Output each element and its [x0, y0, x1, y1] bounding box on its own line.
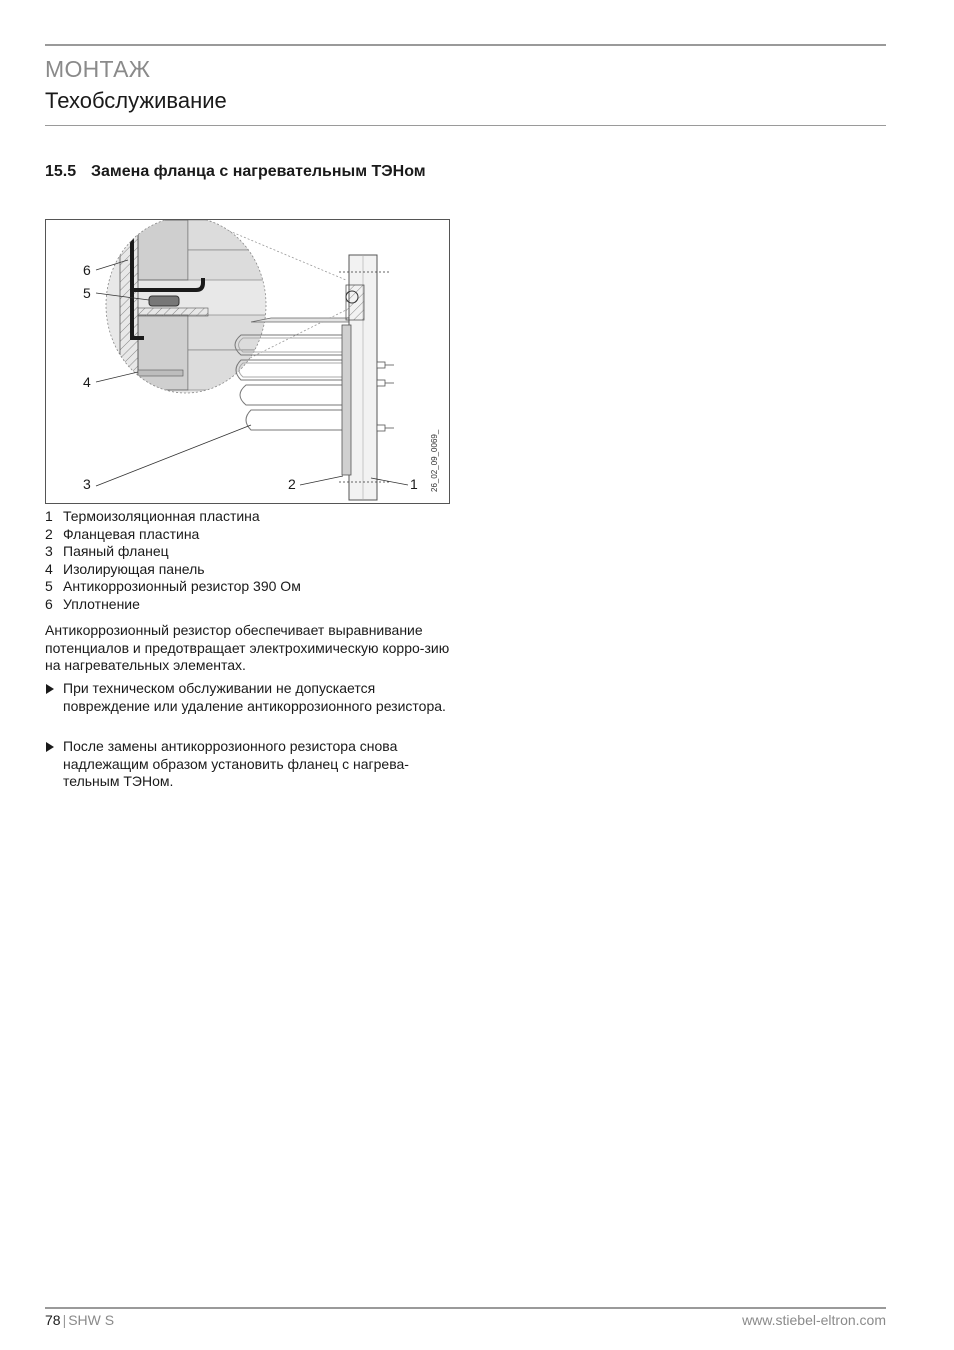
legend-number: 4 — [45, 560, 53, 577]
flange-assembly — [339, 255, 394, 500]
legend-item — [45, 508, 301, 526]
callout-1: 1 — [410, 476, 418, 492]
bullet-triangle-icon — [46, 684, 54, 694]
legend-number: 2 — [45, 525, 53, 542]
footer-url: www.stiebel-eltron.com — [742, 1312, 886, 1328]
legend-text: Антикоррозионный резистор 390 Ом — [63, 578, 301, 595]
legend-number: 1 — [45, 508, 53, 524]
section-title: Замена фланца с нагревательным ТЭНом — [91, 163, 426, 180]
flange-diagram — [45, 219, 450, 504]
instruction-step — [45, 680, 455, 715]
footer-separator: | — [62, 1312, 67, 1328]
legend-text: Паяный фланец — [63, 543, 169, 560]
legend-item — [45, 526, 301, 544]
instruction-step — [45, 738, 455, 791]
header-top-rule — [45, 44, 886, 46]
callout-6: 6 — [83, 262, 91, 278]
legend-text: Изолирующая панель — [63, 560, 205, 577]
page-number: 78 — [45, 1312, 61, 1328]
callout-5: 5 — [83, 285, 91, 301]
flange-diagram-drawing — [46, 220, 451, 505]
body-paragraph: Антикоррозионный резистор обеспечивает выравнивание потенциалов и предотвращает электрохимическую корро-зию на нагревательных элементах. — [45, 622, 450, 674]
detail-zoom — [96, 220, 288, 400]
legend-text: Термоизоляционная пластина — [63, 508, 260, 524]
legend-number: 6 — [45, 595, 53, 612]
legend-number: 5 — [45, 578, 53, 595]
callout-2: 2 — [288, 476, 296, 492]
section-number: 15.5 — [45, 163, 77, 180]
legend-item — [45, 596, 301, 614]
figure-code: 26_02_09_0069_ — [430, 429, 439, 492]
figure-legend — [45, 508, 301, 614]
header-bottom-rule — [45, 125, 886, 126]
footer-page-info — [45, 1312, 114, 1328]
instruction-text: После замены антикоррозионного резистора снова надлежащим образом установить фланец с нагрева-тельным ТЭНом. — [63, 738, 409, 790]
footer-rule — [45, 1307, 886, 1309]
legend-item — [45, 543, 301, 561]
instruction-text: При техническом обслуживании не допускается повреждение или удаление антикоррозионного резистора. — [63, 680, 446, 714]
callout-3: 3 — [83, 476, 91, 492]
model-name: SHW S — [68, 1312, 115, 1328]
bullet-triangle-icon — [46, 742, 54, 752]
legend-item — [45, 561, 301, 579]
subchapter-title: Техобслуживание — [45, 88, 227, 113]
legend-text: Уплотнение — [63, 595, 140, 612]
chapter-title: МОНТАЖ — [45, 56, 151, 82]
legend-number: 3 — [45, 543, 53, 560]
legend-item — [45, 578, 301, 596]
callout-4: 4 — [83, 374, 91, 390]
legend-text: Фланцевая пластина — [63, 525, 200, 542]
